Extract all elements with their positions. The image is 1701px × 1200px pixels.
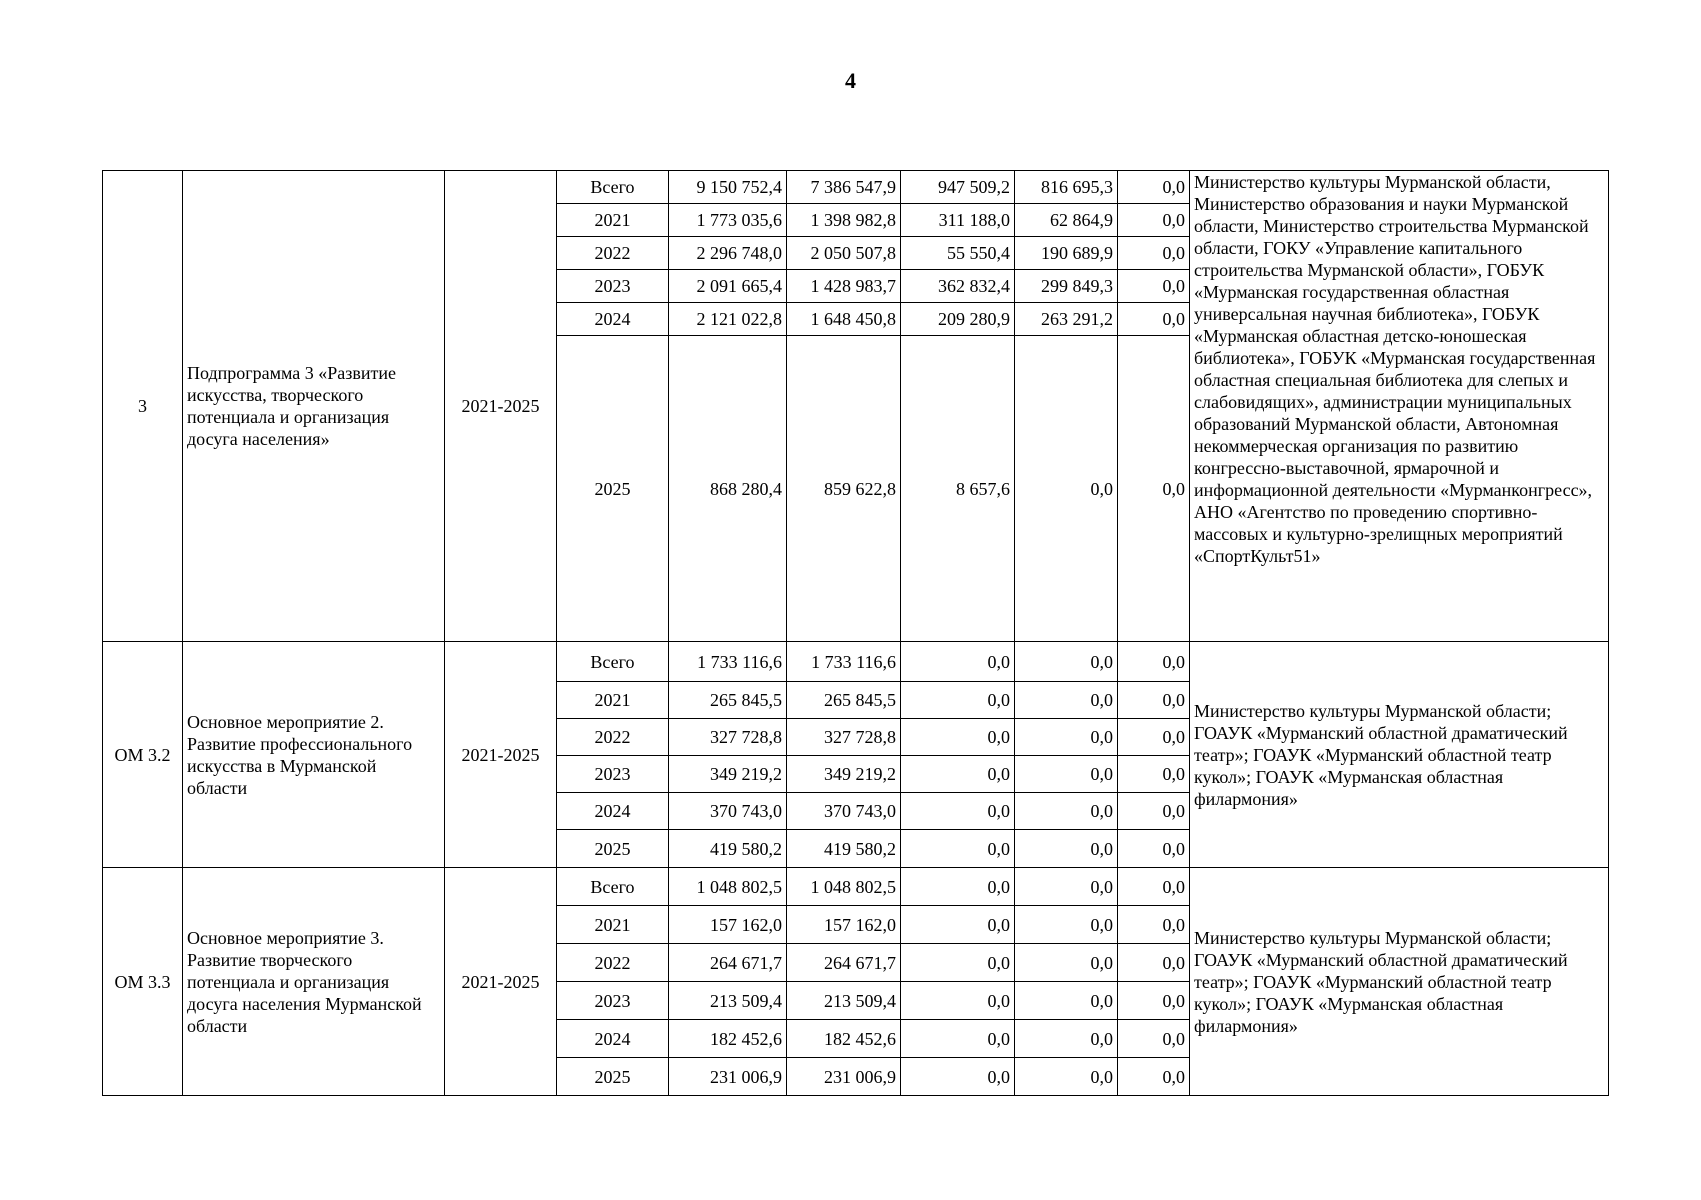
value-cell-v1: 213 509,4: [669, 982, 787, 1020]
value-cell-v3: 362 832,4: [901, 270, 1015, 303]
value-cell-v5: 0,0: [1118, 204, 1190, 237]
value-cell-v4: 0,0: [1015, 756, 1118, 793]
value-cell-v2: 1 048 802,5: [787, 868, 901, 906]
executors-cell: Министерство культуры Мурманской области; ГОАУК «Мурманский областной драматический театр»; ГОАУК «Мурманский областной театр кукол»; ГОАУК «Мурманская областная филармония»: [1190, 642, 1609, 868]
value-cell-v1: 370 743,0: [669, 793, 787, 830]
value-cell-v2: 327 728,8: [787, 719, 901, 756]
value-cell-v3: 947 509,2: [901, 171, 1015, 204]
item-number: ОМ 3.2: [103, 642, 183, 868]
value-cell-v4: 62 864,9: [1015, 204, 1118, 237]
value-cell-v2: 1 648 450,8: [787, 303, 901, 336]
value-cell-v5: 0,0: [1118, 830, 1190, 868]
value-cell-v3: 8 657,6: [901, 336, 1015, 642]
value-cell-v3: 0,0: [901, 944, 1015, 982]
value-cell-v2: 1 398 982,8: [787, 204, 901, 237]
executors-cell: Министерство культуры Мурманской области; ГОАУК «Мурманский областной драматический театр»; ГОАУК «Мурманский областной театр кукол»; ГОАУК «Мурманская областная филармония»: [1190, 868, 1609, 1096]
value-cell-v4: 0,0: [1015, 982, 1118, 1020]
value-cell-v3: 0,0: [901, 719, 1015, 756]
item-name: Основное мероприятие 2. Развитие профессионального искусства в Мурманской области: [183, 642, 445, 868]
value-cell-v4: 0,0: [1015, 868, 1118, 906]
value-cell-v5: 0,0: [1118, 303, 1190, 336]
year-cell: 2021: [557, 204, 669, 237]
year-cell: 2024: [557, 1020, 669, 1058]
value-cell-v3: 0,0: [901, 642, 1015, 682]
year-cell: 2023: [557, 756, 669, 793]
item-period: 2021-2025: [445, 171, 557, 642]
value-cell-v3: 0,0: [901, 906, 1015, 944]
year-cell: 2025: [557, 336, 669, 642]
value-cell-v4: 0,0: [1015, 719, 1118, 756]
value-cell-v3: 0,0: [901, 982, 1015, 1020]
value-cell-v4: 190 689,9: [1015, 237, 1118, 270]
value-cell-v1: 2 091 665,4: [669, 270, 787, 303]
value-cell-v1: 327 728,8: [669, 719, 787, 756]
value-cell-v5: 0,0: [1118, 336, 1190, 642]
value-cell-v5: 0,0: [1118, 171, 1190, 204]
value-cell-v1: 1 048 802,5: [669, 868, 787, 906]
value-cell-v2: 370 743,0: [787, 793, 901, 830]
value-cell-v2: 182 452,6: [787, 1020, 901, 1058]
value-cell-v5: 0,0: [1118, 642, 1190, 682]
value-cell-v4: 816 695,3: [1015, 171, 1118, 204]
year-cell: 2024: [557, 793, 669, 830]
value-cell-v3: 0,0: [901, 1020, 1015, 1058]
value-cell-v2: 231 006,9: [787, 1058, 901, 1096]
value-cell-v2: 2 050 507,8: [787, 237, 901, 270]
value-cell-v4: 0,0: [1015, 906, 1118, 944]
year-cell: 2022: [557, 237, 669, 270]
value-cell-v4: 0,0: [1015, 830, 1118, 868]
year-cell: Всего: [557, 171, 669, 204]
value-cell-v3: 209 280,9: [901, 303, 1015, 336]
value-cell-v2: 264 671,7: [787, 944, 901, 982]
value-cell-v3: 0,0: [901, 1058, 1015, 1096]
value-cell-v2: 7 386 547,9: [787, 171, 901, 204]
value-cell-v5: 0,0: [1118, 982, 1190, 1020]
year-cell: 2022: [557, 719, 669, 756]
value-cell-v4: 0,0: [1015, 1058, 1118, 1096]
executors-cell: Министерство культуры Мурманской области, Министерство образования и науки Мурманской области, Министерство строительства Мурманской области, ГОКУ «Управление капитального строительства Мурманской области», ГОБУК «Мурманская государственная областная универсальная научная библиотека», ГОБУК «Мурманская областная детско-юношеская библиотека», ГОБУК «Мурманская государственная областная специальная библиотека для слепых и слабовидящих», администрации муниципальных образований Мурманской области, Автономная некоммерческая организация по развитию конгрессно-выставочной, ярмарочной и информационной деятельности «Мурманконгресс», АНО «Агентство по проведению спортивно-массовых и культурно-зрелищных мероприятий «СпортКульт51»: [1190, 171, 1609, 642]
value-cell-v2: 859 622,8: [787, 336, 901, 642]
value-cell-v1: 157 162,0: [669, 906, 787, 944]
value-cell-v5: 0,0: [1118, 1020, 1190, 1058]
item-period: 2021-2025: [445, 868, 557, 1096]
value-cell-v1: 182 452,6: [669, 1020, 787, 1058]
year-cell: 2023: [557, 270, 669, 303]
value-cell-v1: 2 121 022,8: [669, 303, 787, 336]
item-number: 3: [103, 171, 183, 642]
value-cell-v1: 265 845,5: [669, 682, 787, 719]
year-cell: Всего: [557, 868, 669, 906]
value-cell-v3: 0,0: [901, 682, 1015, 719]
table-row: [103, 642, 1609, 682]
item-period: 2021-2025: [445, 642, 557, 868]
year-cell: 2021: [557, 906, 669, 944]
value-cell-v5: 0,0: [1118, 868, 1190, 906]
value-cell-v3: 0,0: [901, 756, 1015, 793]
value-cell-v1: 9 150 752,4: [669, 171, 787, 204]
value-cell-v1: 231 006,9: [669, 1058, 787, 1096]
year-cell: 2025: [557, 1058, 669, 1096]
value-cell-v4: 0,0: [1015, 642, 1118, 682]
value-cell-v1: 2 296 748,0: [669, 237, 787, 270]
value-cell-v5: 0,0: [1118, 270, 1190, 303]
year-cell: 2023: [557, 982, 669, 1020]
table-row: [103, 171, 1609, 204]
value-cell-v5: 0,0: [1118, 756, 1190, 793]
year-cell: Всего: [557, 642, 669, 682]
value-cell-v1: 419 580,2: [669, 830, 787, 868]
value-cell-v2: 265 845,5: [787, 682, 901, 719]
value-cell-v5: 0,0: [1118, 682, 1190, 719]
item-number: ОМ 3.3: [103, 868, 183, 1096]
value-cell-v4: 263 291,2: [1015, 303, 1118, 336]
value-cell-v5: 0,0: [1118, 1058, 1190, 1096]
value-cell-v3: 55 550,4: [901, 237, 1015, 270]
year-cell: 2024: [557, 303, 669, 336]
value-cell-v4: 299 849,3: [1015, 270, 1118, 303]
value-cell-v1: 868 280,4: [669, 336, 787, 642]
item-name: Подпрограмма 3 «Развитие искусства, творческого потенциала и организация досуга населения»: [183, 171, 445, 642]
year-cell: 2022: [557, 944, 669, 982]
value-cell-v2: 1 428 983,7: [787, 270, 901, 303]
item-name: Основное мероприятие 3. Развитие творческого потенциала и организация досуга населения Мурманской области: [183, 868, 445, 1096]
value-cell-v4: 0,0: [1015, 1020, 1118, 1058]
value-cell-v2: 349 219,2: [787, 756, 901, 793]
value-cell-v1: 1 733 116,6: [669, 642, 787, 682]
value-cell-v3: 0,0: [901, 868, 1015, 906]
value-cell-v4: 0,0: [1015, 336, 1118, 642]
value-cell-v1: 349 219,2: [669, 756, 787, 793]
value-cell-v5: 0,0: [1118, 944, 1190, 982]
value-cell-v3: 0,0: [901, 830, 1015, 868]
value-cell-v4: 0,0: [1015, 944, 1118, 982]
value-cell-v4: 0,0: [1015, 793, 1118, 830]
value-cell-v3: 0,0: [901, 793, 1015, 830]
value-cell-v3: 311 188,0: [901, 204, 1015, 237]
value-cell-v5: 0,0: [1118, 719, 1190, 756]
value-cell-v5: 0,0: [1118, 793, 1190, 830]
year-cell: 2025: [557, 830, 669, 868]
year-cell: 2021: [557, 682, 669, 719]
value-cell-v1: 1 773 035,6: [669, 204, 787, 237]
value-cell-v2: 1 733 116,6: [787, 642, 901, 682]
value-cell-v2: 419 580,2: [787, 830, 901, 868]
budget-table: [102, 170, 1609, 1096]
value-cell-v2: 213 509,4: [787, 982, 901, 1020]
value-cell-v5: 0,0: [1118, 906, 1190, 944]
value-cell-v1: 264 671,7: [669, 944, 787, 982]
value-cell-v5: 0,0: [1118, 237, 1190, 270]
page-number: 4: [845, 68, 856, 93]
table-row: [103, 868, 1609, 906]
value-cell-v2: 157 162,0: [787, 906, 901, 944]
value-cell-v4: 0,0: [1015, 682, 1118, 719]
